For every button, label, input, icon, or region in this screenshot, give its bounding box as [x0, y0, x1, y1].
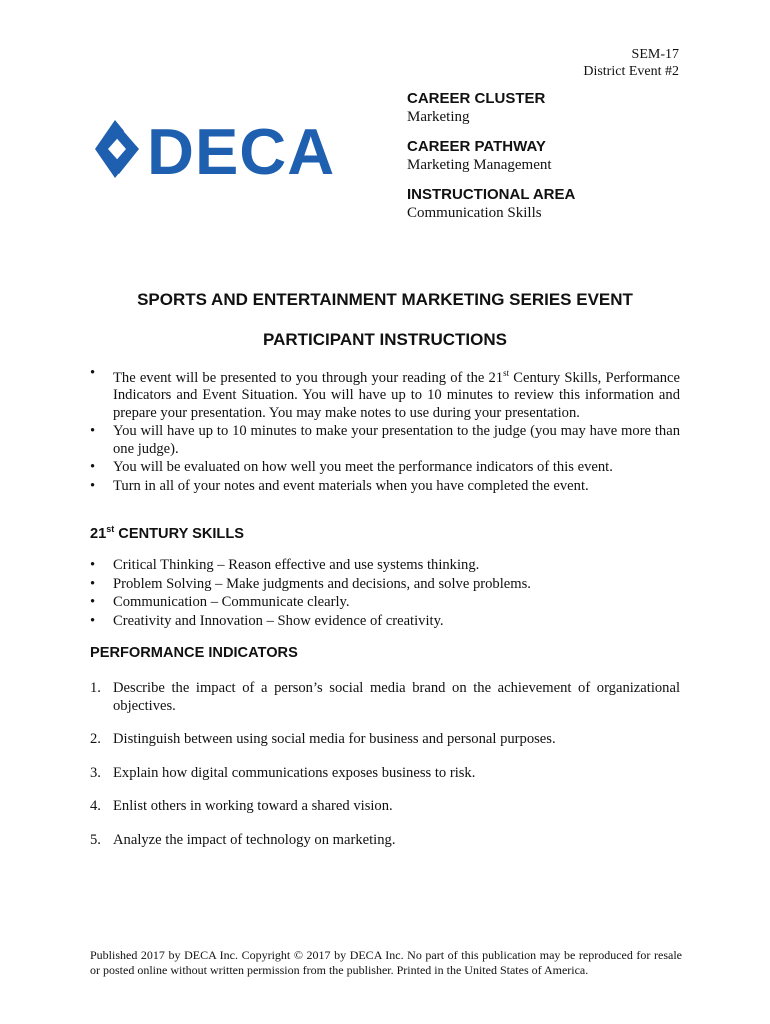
- instruction-sup: st: [503, 368, 510, 378]
- event-level: District Event #2: [583, 64, 679, 79]
- indicator-text: Distinguish between using social media for business and personal purposes.: [113, 731, 556, 747]
- instructions-list: [90, 365, 680, 496]
- career-cluster-label: CAREER CLUSTER: [407, 90, 546, 107]
- event-id: [583, 46, 679, 80]
- bullet-icon: •: [90, 557, 96, 573]
- list-item: [90, 731, 680, 749]
- deca-diamond-icon: [95, 120, 139, 178]
- list-item: [90, 798, 680, 816]
- indicator-text: Enlist others in working toward a shared vision.: [113, 798, 393, 814]
- instruction-text: You will have up to 10 minutes to make your presentation to the judge (you may have more than one judge).: [113, 423, 680, 457]
- skills-heading-num: 21: [90, 525, 107, 542]
- instruction-text: Turn in all of your notes and event materials when you have completed the event.: [113, 477, 589, 494]
- instruction-text-after: Century Skills, Performance Indicators and Event Situation. You will have up to 10 minutes to review this information and prepare your presentation. You may make notes to use during your presentation.: [113, 369, 680, 421]
- career-pathway-value: Marketing Management: [407, 157, 552, 173]
- bullet-icon: •: [90, 365, 96, 381]
- career-pathway-label: CAREER PATHWAY: [407, 138, 546, 155]
- skill-text: Communication – Communicate clearly.: [113, 594, 350, 610]
- bullet-icon: •: [90, 459, 96, 476]
- performance-heading: PERFORMANCE INDICATORS: [90, 645, 298, 661]
- performance-indicators-list: [90, 680, 680, 865]
- skill-text: Critical Thinking – Reason effective and use systems thinking.: [113, 557, 480, 573]
- career-cluster-value: Marketing: [407, 109, 470, 125]
- item-number: 2.: [90, 731, 101, 747]
- list-item: [90, 832, 680, 850]
- instructional-area-value: Communication Skills: [407, 205, 542, 221]
- bullet-icon: •: [90, 612, 96, 629]
- skills-heading: [90, 524, 244, 542]
- list-item: [90, 459, 680, 477]
- instructions-title: PARTICIPANT INSTRUCTIONS: [263, 330, 507, 349]
- item-number: 4.: [90, 798, 101, 814]
- event-title: SPORTS AND ENTERTAINMENT MARKETING SERIES EVENT: [137, 290, 633, 309]
- bullet-icon: •: [90, 594, 96, 610]
- deca-logo: [93, 116, 361, 182]
- list-item: [90, 557, 680, 575]
- skill-text: Creativity and Innovation – Show evidence of creativity.: [113, 612, 444, 629]
- list-item: [90, 594, 680, 612]
- item-number: 3.: [90, 764, 101, 781]
- item-number: 1.: [90, 680, 101, 696]
- skills-heading-rest: CENTURY SKILLS: [114, 525, 244, 542]
- skill-text: Problem Solving – Make judgments and decisions, and solve problems.: [113, 575, 531, 592]
- item-number: 5.: [90, 831, 101, 848]
- list-item: [90, 680, 680, 715]
- event-code: SEM-17: [631, 47, 679, 62]
- instruction-text: You will be evaluated on how well you meet the performance indicators of this event.: [113, 459, 613, 476]
- bullet-icon: •: [90, 477, 96, 494]
- list-item: [90, 613, 680, 631]
- bullet-icon: •: [90, 423, 96, 440]
- indicator-text: Analyze the impact of technology on marketing.: [113, 831, 396, 848]
- instruction-text-before: The event will be presented to you through your reading of the 21: [113, 369, 504, 386]
- instructional-area-label: INSTRUCTIONAL AREA: [407, 186, 576, 203]
- skills-list: [90, 557, 680, 631]
- list-item: [90, 365, 680, 422]
- list-item: [90, 576, 680, 594]
- list-item: [90, 765, 680, 783]
- list-item: [90, 478, 680, 496]
- indicator-text: Describe the impact of a person’s social media brand on the achievement of organizational objectives.: [113, 680, 680, 714]
- deca-logo-text: DECA: [147, 116, 336, 182]
- skills-heading-sup: st: [106, 524, 115, 534]
- list-item: [90, 423, 680, 458]
- career-info: [407, 90, 707, 234]
- copyright-footer: Published 2017 by DECA Inc. Copyright © 2017 by DECA Inc. No part of this publication may be reproduced for resale or posted online without written permission from the publisher. Printed in the United States of America.: [90, 948, 682, 977]
- bullet-icon: •: [90, 575, 96, 592]
- indicator-text: Explain how digital communications exposes business to risk.: [113, 764, 476, 781]
